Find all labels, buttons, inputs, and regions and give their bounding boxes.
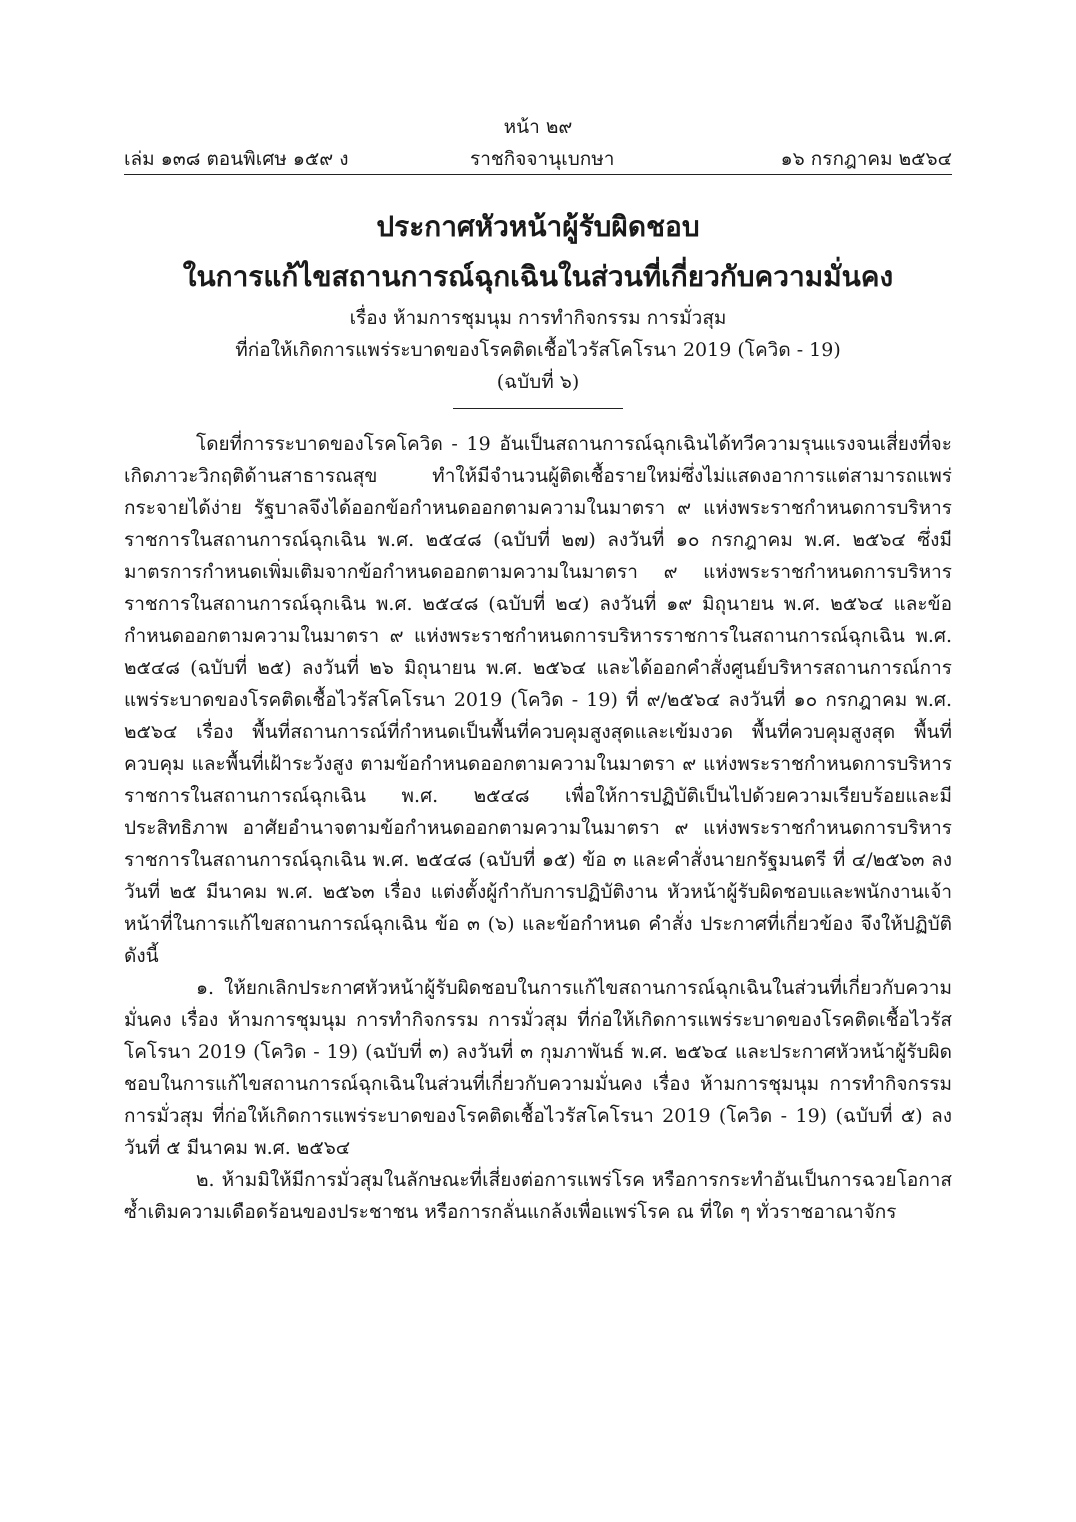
subject-line-1: เรื่อง ห้ามการชุมนุม การทำกิจกรรม การมั่วสุม bbox=[349, 307, 727, 329]
announcement-body bbox=[124, 428, 952, 1228]
title-divider bbox=[453, 408, 623, 409]
publication-date: ๑๖ กรกฎาคม ๒๕๖๔ bbox=[780, 148, 952, 170]
preamble-paragraph: โดยที่การระบาดของโรคโควิด - 19 อันเป็นสถานการณ์ฉุกเฉินได้ทวีความรุนแรงจนเสี่ยงที่จะเกิดภาวะวิกฤติด้านสาธารณสุข ทำให้มีจำนวนผู้ติดเชื้อรายใหม่ซึ่งไม่แสดงอาการแต่สามารถแพร่กระจายได้ง่าย รัฐบาลจึงได้ออกข้อกำหนดออกตามความในมาตรา ๙ แห่งพระราชกำหนดการบริหารราชการในสถานการณ์ฉุกเฉิน พ.ศ. ๒๕๔๘ (ฉบับที่ ๒๗) ลงวันที่ ๑๐ กรกฎาคม พ.ศ. ๒๕๖๔ ซึ่งมีมาตรการกำหนดเพิ่มเติมจากข้อกำหนดออกตามความในมาตรา ๙ แห่งพระราชกำหนดการบริหารราชการในสถานการณ์ฉุกเฉิน พ.ศ. ๒๕๔๘ (ฉบับที่ ๒๔) ลงวันที่ ๑๙ มิถุนายน พ.ศ. ๒๕๖๔ และข้อกำหนดออกตามความในมาตรา ๙ แห่งพระราชกำหนดการบริหารราชการในสถานการณ์ฉุกเฉิน พ.ศ. ๒๕๔๘ (ฉบับที่ ๒๕) ลงวันที่ ๒๖ มิถุนายน พ.ศ. ๒๕๖๔ และได้ออกคำสั่งศูนย์บริหารสถานการณ์การแพร่ระบาดของโรคติดเชื้อไวรัสโคโรนา 2019 (โควิด - 19) ที่ ๙/๒๕๖๔ ลงวันที่ ๑๐ กรกฎาคม พ.ศ. ๒๕๖๔ เรื่อง พื้นที่สถานการณ์ที่กำหนดเป็นพื้นที่ควบคุมสูงสุดและเข้มงวด พื้นที่ควบคุมสูงสุด พื้นที่ควบคุม และพื้นที่เฝ้าระวังสูง ตามข้อกำหนดออกตามความในมาตรา ๙ แห่งพระราชกำหนดการบริหารราชการในสถานการณ์ฉุกเฉิน พ.ศ. ๒๕๔๘ เพื่อให้การปฏิบัติเป็นไปด้วยความเรียบร้อยและมีประสิทธิภาพ อาศัยอำนาจตามข้อกำหนดออกตามความในมาตรา ๙ แห่งพระราชกำหนดการบริหารราชการในสถานการณ์ฉุกเฉิน พ.ศ. ๒๕๔๘ (ฉบับที่ ๑๕) ข้อ ๓ และคำสั่งนายกรัฐมนตรี ที่ ๔/๒๕๖๓ ลงวันที่ ๒๕ มีนาคม พ.ศ. ๒๕๖๓ เรื่อง แต่งตั้งผู้กำกับการปฏิบัติงาน หัวหน้าผู้รับผิดชอบและพนักงานเจ้าหน้าที่ในการแก้ไขสถานการณ์ฉุกเฉิน ข้อ ๓ (๖) และข้อกำหนด คำสั่ง ประกาศที่เกี่ยวข้อง จึงให้ปฏิบัติดังนี้ bbox=[124, 433, 952, 967]
title-line-2: ในการแก้ไขสถานการณ์ฉุกเฉินในส่วนที่เกี่ยวกับความมั่นคง bbox=[182, 260, 894, 293]
header-divider bbox=[124, 174, 952, 175]
gazette-name: ราชกิจจานุเบกษา bbox=[470, 148, 615, 170]
volume-issue: เล่ม ๑๓๘ ตอนพิเศษ ๑๕๙ ง bbox=[124, 148, 349, 170]
subject-line-2: ที่ก่อให้เกิดการแพร่ระบาดของโรคติดเชื้อไวรัสโคโรนา 2019 (โควิด - 19) bbox=[235, 339, 841, 361]
gazette-header bbox=[124, 144, 952, 172]
issue-number: (ฉบับที่ ๖) bbox=[496, 371, 580, 393]
page-number: หน้า ๒๙ bbox=[503, 116, 573, 138]
title-line-1: ประกาศหัวหน้าผู้รับผิดชอบ bbox=[376, 210, 700, 243]
clause-2-paragraph: ๒. ห้ามมิให้มีการมั่วสุมในลักษณะที่เสี่ยงต่อการแพร่โรค หรือการกระทำอันเป็นการฉวยโอกาสซ้ำเติมความเดือดร้อนของประชาชน หรือการกลั่นแกล้งเพื่อแพร่โรค ณ ที่ใด ๆ ทั่วราชอาณาจักร bbox=[124, 1169, 952, 1223]
announcement-title-block bbox=[0, 202, 1076, 409]
clause-1-paragraph: ๑. ให้ยกเลิกประกาศหัวหน้าผู้รับผิดชอบในการแก้ไขสถานการณ์ฉุกเฉินในส่วนที่เกี่ยวกับความมั่นคง เรื่อง ห้ามการชุมนุม การทำกิจกรรม การมั่วสุม ที่ก่อให้เกิดการแพร่ระบาดของโรคติดเชื้อไวรัสโคโรนา 2019 (โควิด - 19) (ฉบับที่ ๓) ลงวันที่ ๓ กุมภาพันธ์ พ.ศ. ๒๕๖๔ และประกาศหัวหน้าผู้รับผิดชอบในการแก้ไขสถานการณ์ฉุกเฉินในส่วนที่เกี่ยวกับความมั่นคง เรื่อง ห้ามการชุมนุม การทำกิจกรรม การมั่วสุม ที่ก่อให้เกิดการแพร่ระบาดของโรคติดเชื้อไวรัสโคโรนา 2019 (โควิด - 19) (ฉบับที่ ๕) ลงวันที่ ๕ มีนาคม พ.ศ. ๒๕๖๔ bbox=[124, 977, 952, 1159]
